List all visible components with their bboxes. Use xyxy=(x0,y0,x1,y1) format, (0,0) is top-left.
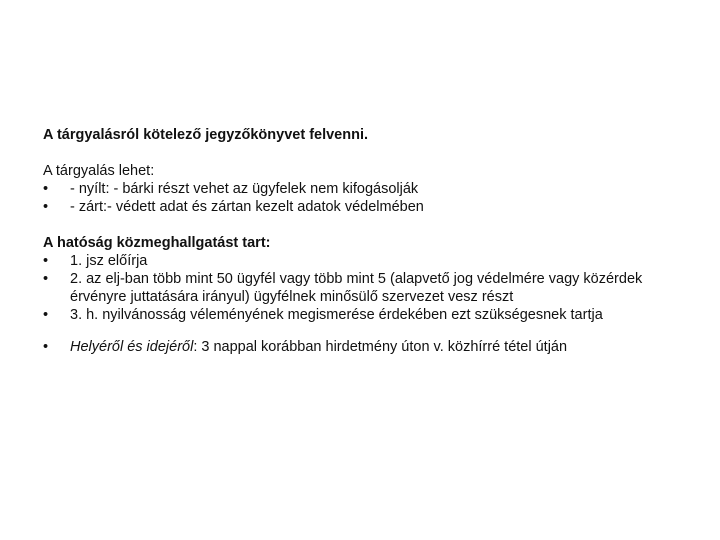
place-time-list xyxy=(43,338,683,356)
list-item xyxy=(43,198,683,216)
list-item-text: 2. az elj-ban több mint 50 ügyfél vagy több mint 5 (alapvető jog védelmére vagy közérdek érvényre juttatására irányul) ügyfélnek minősülő szervezet vesz részt xyxy=(70,271,643,305)
statement-heading: A tárgyalásról kötelező jegyzőkönyvet felvenni. xyxy=(43,127,369,143)
list-item xyxy=(43,306,683,324)
hearing-types-title: A tárgyalás lehet: xyxy=(43,163,155,179)
place-time-label: Helyéről és idejéről xyxy=(70,339,194,355)
slide-content xyxy=(43,126,683,356)
spacer xyxy=(43,324,683,338)
list-item xyxy=(43,270,683,306)
spacer xyxy=(43,144,683,162)
bullet-icon: • xyxy=(43,253,49,269)
list-item-text: 3. h. nyilvánosság véleményének megismerése érdekében ezt szükségesnek tartja xyxy=(70,307,603,323)
place-time-text: : 3 nappal korábban hirdetmény úton v. közhírré tétel útján xyxy=(193,339,568,355)
bullet-icon: • xyxy=(43,307,49,323)
list-item-text: 1. jsz előírja xyxy=(70,253,148,269)
bullet-icon: • xyxy=(43,199,49,215)
bullet-icon: • xyxy=(43,181,49,197)
list-item-text: - zárt:- védett adat és zártan kezelt adatok védelmében xyxy=(70,199,424,215)
bullet-icon: • xyxy=(43,339,49,355)
list-item-text: - nyílt: - bárki részt vehet az ügyfelek nem kifogásolják xyxy=(70,181,419,197)
list-item xyxy=(43,180,683,198)
spacer xyxy=(43,216,683,234)
hearing-types-section xyxy=(43,162,683,216)
public-hearing-list xyxy=(43,252,683,324)
hearing-types-list xyxy=(43,180,683,216)
list-item xyxy=(43,338,683,356)
list-item xyxy=(43,252,683,270)
public-hearing-section xyxy=(43,234,683,356)
public-hearing-title: A hatóság közmeghallgatást tart: xyxy=(43,235,271,251)
bullet-icon: • xyxy=(43,271,49,287)
